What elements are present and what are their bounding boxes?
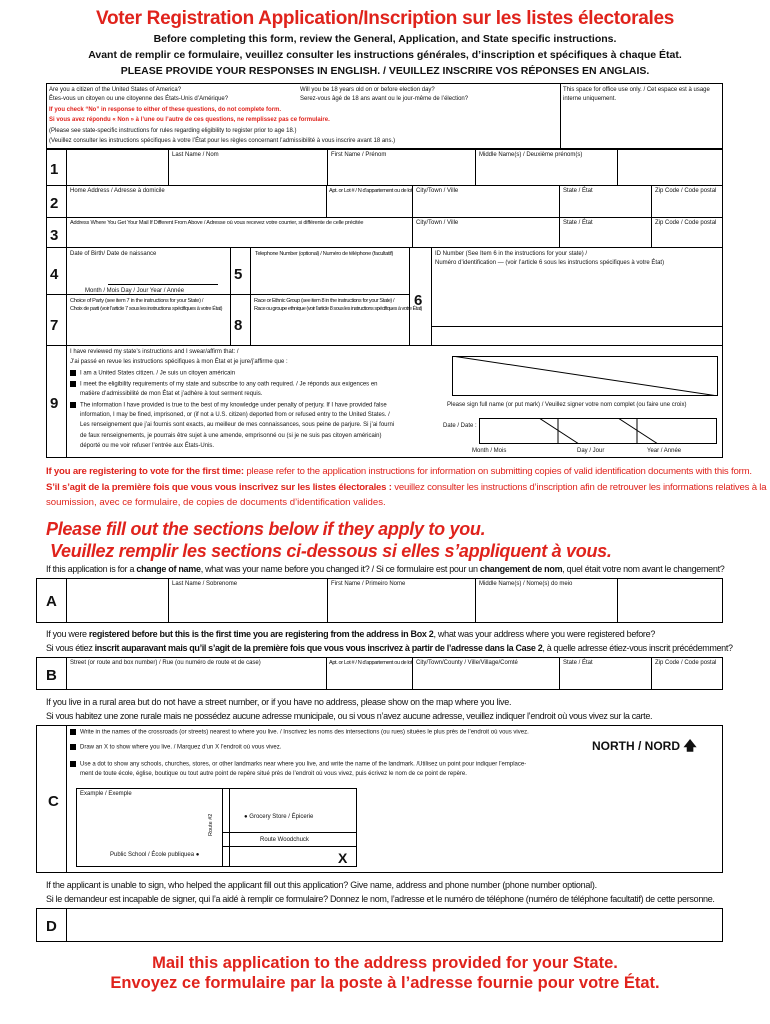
section-letter-b: B [46, 667, 57, 684]
section-b-question-fr [46, 643, 733, 653]
text: Write in the names of the crossroads (or streets) nearest to where you live. / Inscrivez les noms des intersections (ou rues) situées le plus près de l’endroit où vous vivez. [80, 729, 529, 736]
oath-item-citizen [70, 370, 235, 378]
instructions-fr: Avant de remplir ce formulaire, veuillez consulter les instructions générales, d’inscription et spécifiques à chaque État. [88, 49, 682, 61]
prev-zip-input[interactable] [655, 670, 719, 688]
first-time-text-fr: veuillez consulter les instructions d’inscription afin de retrouver les informations relatives à la [391, 482, 767, 493]
middle-name-label: Middle Name(s) / Deuxième prénom(s) [479, 152, 583, 158]
id-number-input[interactable] [435, 300, 719, 324]
sections-heading-en: Please fill out the sections below if they apply to you. [46, 519, 486, 539]
divider [617, 578, 618, 623]
date-label: Date / Date : [443, 423, 477, 429]
prev-state-input[interactable] [563, 670, 648, 688]
divider [168, 149, 169, 185]
first-name-input[interactable] [331, 163, 471, 181]
home-address-input[interactable] [70, 198, 323, 215]
text: NORTH / NORD [592, 739, 680, 753]
box-number-9: 9 [50, 395, 59, 412]
text: Public School / École publiquea [110, 852, 195, 858]
text: If you were [46, 629, 89, 639]
first-time-bold-fr: S’il s’agit de la première fois que vous vous inscrivez sur les listes électorales : [46, 482, 392, 493]
zip-input[interactable] [655, 198, 719, 215]
road-line [222, 788, 223, 867]
suffix-input[interactable] [621, 163, 719, 181]
first-name-label: First Name / Prénom [331, 152, 387, 158]
x-marker: X [338, 850, 348, 866]
signature-date-box[interactable] [479, 418, 717, 444]
section-c-question-fr: Si vous habitez une zone rurale mais ne possédez aucune adresse municipale, ou si vous n’avez aucune adresse, veuillez indiquer l’endroit où vous vivez sur la carte. [46, 711, 653, 721]
text: , quel était votre nom avant le changement? [562, 564, 725, 574]
prev-street-input[interactable] [70, 670, 323, 688]
row-line [46, 217, 723, 218]
box-number-2: 2 [50, 195, 59, 212]
oath-item-truth [70, 402, 387, 410]
form-title: Voter Registration Application/Inscription sur les listes électorales [96, 8, 674, 29]
party-input[interactable] [70, 316, 226, 341]
eligibility-note-fr: (Veuillez consulter les instructions spécifiques à votre l’État pour les règles concernant l’admissibilité à vous inscrire avant 18 ans.) [49, 138, 396, 144]
age-question: Will you be 18 years old on or before election day? [300, 87, 435, 93]
divider [66, 578, 67, 623]
divider [409, 247, 410, 345]
bullet-square-icon [70, 729, 76, 735]
divider [326, 657, 327, 690]
map-instruction-1 [70, 729, 529, 737]
checkbox-square-icon [70, 381, 76, 387]
text-bold: registered before but this is the first time you are registering from the address in Box 2 [88, 629, 434, 639]
prev-city-label: City/Town/County / Ville/Village/Comté [416, 660, 518, 666]
divider [250, 247, 251, 345]
divider [327, 149, 328, 185]
box-number-5: 5 [234, 266, 243, 283]
oath-item-truth-4: de faux renseignements, je pourrais être sujet à une amende, emprisonné ou (si je ne suis pas citoyen américain) [80, 433, 382, 439]
example-label: Example / Exemple [80, 791, 132, 797]
map-instruction-3 [70, 761, 526, 769]
bullet-square-icon [70, 744, 76, 750]
road-line [222, 846, 356, 847]
year-label: Year / Année [647, 448, 682, 454]
row-line [46, 185, 723, 186]
mailing-address-label: Address Where You Get Your Mail If Different From Above / Adresse où vous recevez votre courrier, si différente de celle précitée [70, 220, 364, 226]
middle-name-input[interactable] [479, 163, 614, 181]
divider [326, 185, 327, 217]
phone-label: Telephone Number (optional) / Numéro de téléphone (facultatif) [255, 251, 394, 257]
first-time-bold: If you are registering to vote for the first time: [46, 466, 244, 477]
month-label: Month / Mois [472, 448, 507, 454]
language-notice: PLEASE PROVIDE YOUR RESPONSES IN ENGLISH. / VEUILLEZ INSCRIRE VOS RÉPONSES EN ANGLAIS. [120, 65, 650, 77]
state-label: State / État [563, 188, 593, 194]
bullet-square-icon [70, 761, 76, 767]
north-arrow-icon: 🡅 [683, 738, 697, 753]
text: Grocery Store / Épicerie [249, 814, 314, 820]
citizen-question: Are you a citizen of the United States of America? [49, 87, 182, 93]
grocery-landmark [244, 814, 313, 821]
signature-label: Please sign full name (or put mark) / Veuillez signer votre nom complet (ou faire une croix) [447, 402, 687, 408]
divider [475, 149, 476, 185]
divider [230, 247, 231, 345]
oath-item-text: The information I have provided is true to the best of my knowledge under penalty of perjury. If I have provided false [80, 402, 387, 409]
section-letter-c: C [48, 793, 59, 810]
prev-middle-name-input[interactable] [479, 594, 614, 618]
section-letter-a: A [46, 593, 57, 610]
citizen-question-fr: Êtes-vous un citoyen ou une citoyenne des États-Unis d’Amérique? [49, 96, 229, 102]
road-line [222, 832, 356, 833]
box-number-8: 8 [234, 317, 243, 334]
divider [651, 185, 652, 217]
prev-city-input[interactable] [416, 670, 556, 688]
divider [559, 217, 560, 247]
divider [412, 657, 413, 690]
map-instruction-3b: ment de toute école, église, boutique ou tout autre point de repère situé près de l’endroit où vous vivez, puis écrivez le nom de ce point de repère. [80, 771, 467, 777]
text: Si vous étiez [46, 643, 95, 653]
office-use-label-2: interne uniquement. [563, 96, 617, 102]
prev-middle-name-label: Middle Name(s) / Nome(s) do meio [479, 581, 573, 587]
divider [475, 578, 476, 623]
oath-item-truth-3: Les renseignement que j’ai fournis sont exacts, au meilleur de mes connaissances, sous peine de parjure. Si j’ai fourni [80, 422, 395, 428]
office-use-label: This space for office use only. / Cet espace est à usage [563, 87, 710, 93]
prev-street-label: Street (or route and box number) / Rue (ou numéro de route et de case) [70, 660, 261, 666]
road-line [229, 788, 230, 867]
race-input[interactable] [254, 316, 405, 341]
checkbox-square-icon [70, 402, 76, 408]
apt-label: Apt. or Lot # / N d’appartement ou de lot [329, 188, 413, 194]
oath-item-text: I am a United States citizen. / Je suis un citoyen américain [80, 370, 236, 377]
map-instruction-2 [70, 744, 281, 752]
dob-input[interactable] [108, 268, 218, 283]
prev-first-name-label: First Name / Primeiro Nome [331, 581, 406, 587]
divider [327, 578, 328, 623]
mailing-city-input[interactable] [416, 230, 556, 245]
mailing-zip-input[interactable] [655, 230, 719, 245]
day-label: Day / Jour [577, 448, 605, 454]
divider [559, 185, 560, 217]
dob-line [108, 284, 218, 285]
id-number-label: ID Number (See Item 6 in the instructions for your state) / [435, 251, 588, 257]
first-time-notice-en [46, 466, 752, 477]
divider [560, 83, 561, 149]
footer-mail-en: Mail this application to the address provided for your State. [152, 954, 618, 972]
woodchuck-label: Route Woodchuck [260, 837, 309, 843]
id-line [431, 326, 723, 327]
first-time-notice-fr [46, 482, 766, 493]
section-d-question: If the applicant is unable to sign, who helped the applicant fill out this application? Give name, address and phone number (phone number optional). [46, 880, 597, 890]
text-bold: inscrit auparavant mais qu’il s’agit de la première fois que vous vous inscrivez à partir de l’adresse dans la Case 2 [94, 643, 543, 653]
divider [559, 657, 560, 690]
dob-label: Date of Birth/ Date de naissance [70, 251, 157, 257]
map-drawing-area[interactable] [362, 788, 717, 868]
oath-item-eligibility [70, 381, 378, 389]
divider [66, 657, 67, 690]
prev-suffix-input[interactable] [621, 594, 719, 618]
divider [617, 149, 618, 185]
divider [431, 247, 432, 345]
text-bold: changement de nom [479, 564, 563, 574]
row-line [46, 247, 723, 248]
age-question-fr: Serez-vous âgé de 18 ans avant ou le jour-même de l’élection? [300, 96, 469, 102]
prev-last-name-label: Last Name / Sobrenome [172, 581, 238, 587]
section-a-question [46, 564, 725, 574]
prev-first-name-input[interactable] [331, 594, 471, 618]
section-d-question-fr: Si le demandeur est incapable de signer, qui l’a aidé à remplir ce formulaire? Donnez le nom, l’adresse et le numéro de téléphone (numéro de téléphone facultatif) de cette personne. [46, 894, 715, 904]
divider [412, 217, 413, 247]
prev-apt-label: Apt. or Lot # / N d’appartement ou de lot [329, 660, 413, 666]
eligibility-note: (Please see state-specific instructions for rules regarding eligibility to register prior to age 18.) [49, 128, 297, 134]
dot-icon: ● [195, 852, 200, 858]
oath-intro: I have reviewed my state’s instructions and I swear/affirm that: / [70, 349, 239, 355]
divider [66, 908, 67, 942]
oath-item-text: I meet the eligibility requirements of my state and subscribe to any oath required. / Je réponds aux exigences en [80, 381, 378, 388]
text-bold: change of name [136, 564, 201, 574]
id-number-label-fr: Numéro d’identification — (voir l’article 6 sous les instructions spécifiques à votre État) [435, 260, 665, 266]
prev-apt-input[interactable] [330, 670, 409, 688]
state-input[interactable] [563, 198, 648, 215]
last-name-input[interactable] [172, 163, 322, 181]
prev-state-label: State / État [563, 660, 593, 666]
divider [651, 217, 652, 247]
box-number-1: 1 [50, 161, 59, 178]
text: Use a dot to show any schools, churches, stores, or other landmarks near where you live, and write the name of the landmark. /Utilisez un point pour indiquer l’emplace- [80, 761, 527, 768]
no-warning-fr: Si vous avez répondu « Non » à l’une ou l’autre de ces questions, ne remplissez pas ce formulaire. [49, 117, 330, 123]
prev-zip-label: Zip Code / Code postal [655, 660, 717, 666]
route-2-label: Route #2 [208, 813, 214, 836]
section-b-question [46, 629, 655, 639]
oath-item-truth-2: information, I may be fined, imprisoned, or (if not a U.S. citizen) deported from or refused entry to the United States. / [80, 412, 390, 418]
race-label-fr: Race ou groupe ethnique (voir l’article 8 sous les instructions spécifiques à votre État) [254, 306, 422, 312]
box-number-6: 6 [414, 292, 423, 309]
mailing-address-input[interactable] [70, 230, 408, 245]
no-warning: If you check “No” in response to either of these questions, do not complete form. [49, 107, 282, 113]
number-column-divider [66, 149, 67, 458]
divider [651, 657, 652, 690]
north-label [592, 737, 697, 759]
dot-icon: ● [244, 814, 248, 820]
divider [412, 185, 413, 217]
first-time-text: please refer to the application instructions for information on submitting copies of valid identification documents with this form. [243, 466, 752, 477]
text: , what was your address where you were registered before? [433, 629, 656, 639]
mailing-state-label: State / État [563, 220, 593, 226]
text: If this application is for a [46, 564, 137, 574]
box-number-7: 7 [50, 317, 59, 334]
oath-item-truth-5: déporté ou me voir refuser l’entrée aux États-Unis. [80, 443, 215, 449]
city-input[interactable] [416, 198, 556, 215]
text: , à quelle adresse étiez-vous inscrit précédemment? [542, 643, 733, 653]
prev-last-name-input[interactable] [172, 594, 322, 618]
city-label: City/Town / Ville [416, 188, 459, 194]
section-c-question: If you live in a rural area but do not have a street number, or if you have no address, please show on the map where you live. [46, 697, 512, 707]
divider [66, 725, 67, 873]
box-number-4: 4 [50, 266, 59, 283]
box-number-3: 3 [50, 227, 59, 244]
signature-box[interactable] [452, 356, 718, 396]
divider [168, 578, 169, 623]
mailing-city-label: City/Town / Ville [416, 220, 459, 226]
last-name-label: Last Name / Nom [172, 152, 219, 158]
section-letter-d: D [46, 918, 57, 935]
title-field[interactable] [70, 163, 165, 181]
home-address-label: Home Address / Adresse à domicile [70, 188, 165, 194]
prev-title-input[interactable] [70, 594, 165, 618]
mailing-state-input[interactable] [563, 230, 648, 245]
footer-mail-fr: Envoyez ce formulaire par la poste à l’adresse fournie pour votre État. [110, 974, 660, 992]
school-landmark [110, 852, 199, 859]
sections-heading-fr: Veuillez remplir les sections ci-dessous si elles s’appliquent à vous. [50, 541, 612, 561]
zip-label: Zip Code / Code postal [655, 188, 717, 194]
phone-input[interactable] [255, 263, 405, 289]
first-time-notice-fr-2: soumission, avec ce formulaire, de copies de documents d’identification valides. [46, 497, 386, 508]
text: Draw an X to show where you live. / Marquez d’un X l’endroit où vous vivez. [80, 744, 282, 751]
party-label-fr: Choix de parti (voir l’article 7 sous les instructions spécifiques à votre État) [70, 306, 223, 312]
mailing-zip-label: Zip Code / Code postal [655, 220, 717, 226]
instructions-en: Before completing this form, review the General, Application, and State specific instructions. [153, 33, 617, 45]
apt-input[interactable] [330, 198, 409, 215]
checkbox-square-icon [70, 370, 76, 376]
oath-intro-fr: J’ai passé en revue les instructions spécifiques à mon État et je jure/j’affirme que : [70, 359, 288, 365]
helper-info-input[interactable] [70, 912, 718, 938]
text: , what was your name before you changed it? / Si ce formulaire est pour un [200, 564, 480, 574]
dob-format: Month / Mois Day / Jour Year / Année [85, 288, 185, 294]
oath-item-eligibility-2: matière d’admissibilité de mon État et j’adhère à tout serment requis. [80, 391, 263, 397]
row-line [46, 345, 723, 346]
party-label: Choice of Party (see item 7 in the instructions for your State) / [70, 298, 204, 304]
race-label: Race or Ethnic Group (see item 8 in the instructions for your State) / [254, 298, 395, 304]
